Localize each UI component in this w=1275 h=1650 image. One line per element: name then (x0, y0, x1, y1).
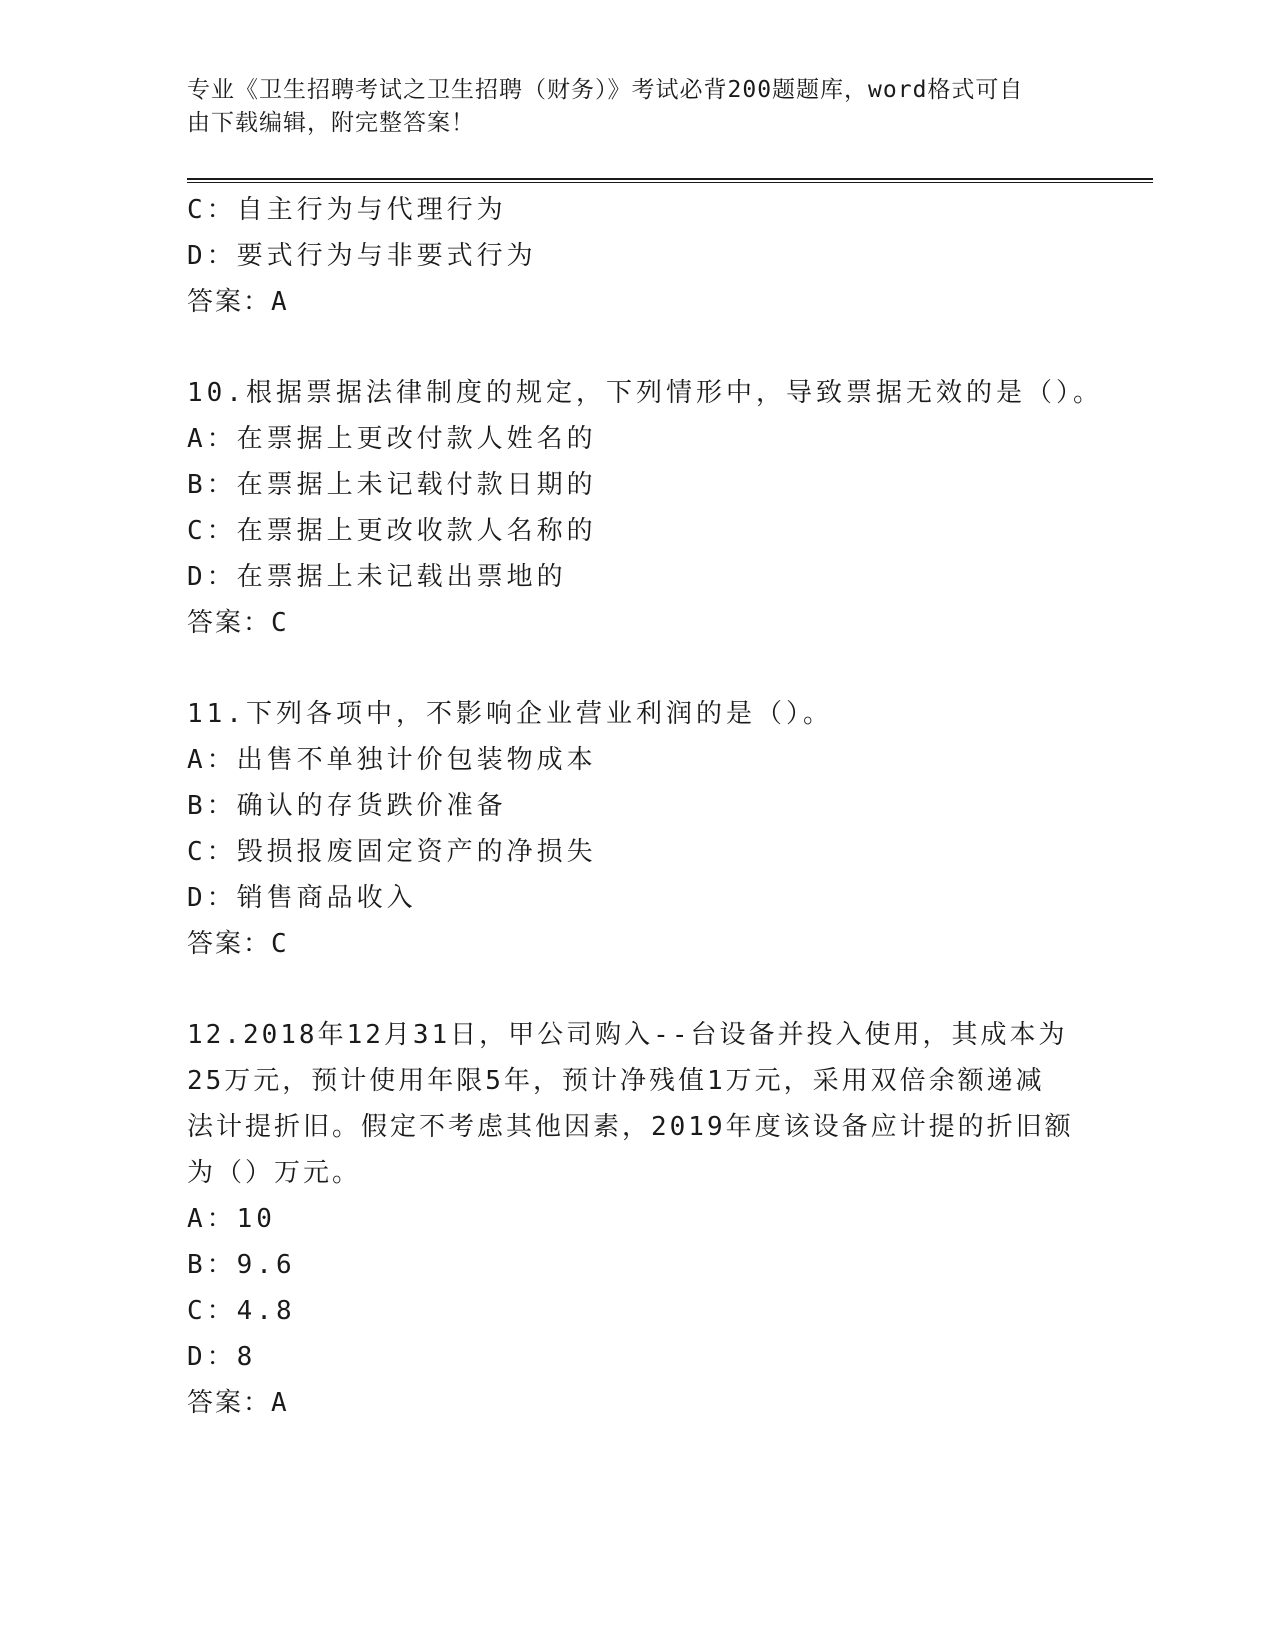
answer-line (187, 600, 1087, 646)
question-block-partial (187, 187, 1087, 325)
answer-line (187, 921, 1087, 967)
question-block-12 (187, 1012, 1087, 1426)
question-stem-line-4: 为（）万元。 (187, 1158, 362, 1188)
option-b: B：确认的存货跌价准备 (187, 791, 507, 821)
header-line-1: 专业《卫生招聘考试之卫生招聘（财务）》考试必背200题题库，word格式可自 (187, 77, 1024, 103)
option-d: D：要式行为与非要式行为 (187, 241, 537, 271)
question-stem-line-1: 12.2018年12月31日，甲公司购入--台设备并投入使用，其成本为 (187, 1020, 1068, 1050)
question-stem: 10.根据票据法律制度的规定，下列情形中，导致票据无效的是（）。 (187, 378, 1103, 408)
answer-value: A (271, 1388, 289, 1418)
answer-line (187, 279, 1087, 325)
spacer (187, 967, 1087, 1012)
question-stem-line-3: 法计提折旧。假定不考虑其他因素，2019年度该设备应计提的折旧额 (187, 1112, 1074, 1142)
header-divider (187, 178, 1153, 183)
answer-line (187, 1380, 1087, 1426)
question-stem-line-2: 25万元，预计使用年限5年，预计净残值1万元，采用双倍余额递减 (187, 1066, 1045, 1096)
header-line-2: 由下载编辑，附完整答案！ (187, 110, 475, 136)
question-block-10 (187, 370, 1103, 646)
answer-label: 答案： (187, 287, 272, 317)
answer-label: 答案： (187, 929, 272, 959)
answer-value: C (271, 929, 289, 959)
spacer (187, 325, 1087, 370)
document-header (187, 74, 1087, 140)
option-a: A：在票据上更改付款人姓名的 (187, 424, 597, 454)
option-a: A：出售不单独计价包装物成本 (187, 745, 597, 775)
spacer (187, 646, 1087, 691)
option-d: D：在票据上未记载出票地的 (187, 562, 567, 592)
answer-label: 答案： (187, 1388, 272, 1418)
option-b: B：9.6 (187, 1250, 296, 1280)
question-list (187, 187, 1103, 1426)
answer-value: C (271, 608, 289, 638)
option-d: D：销售商品收入 (187, 883, 417, 913)
option-d: D：8 (187, 1342, 257, 1372)
option-c: C：在票据上更改收款人名称的 (187, 516, 597, 546)
question-stem: 11.下列各项中，不影响企业营业利润的是（）。 (187, 699, 833, 729)
answer-value: A (271, 287, 289, 317)
option-c: C：4.8 (187, 1296, 296, 1326)
option-b: B：在票据上未记载付款日期的 (187, 470, 597, 500)
question-block-11 (187, 691, 1087, 967)
answer-label: 答案： (187, 608, 272, 638)
option-c: C：毁损报废固定资产的净损失 (187, 837, 597, 867)
option-a: A：10 (187, 1204, 276, 1234)
option-c: C：自主行为与代理行为 (187, 195, 507, 225)
